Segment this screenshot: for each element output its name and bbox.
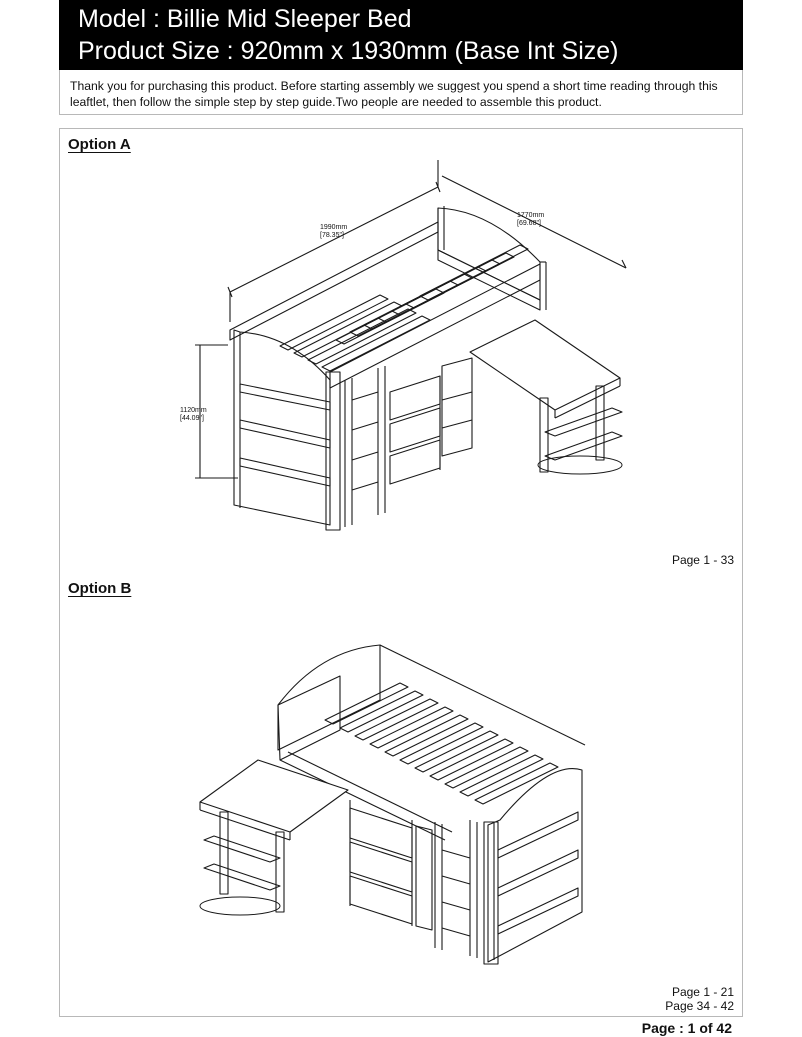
dim-width-in: [69.68"] bbox=[517, 220, 541, 227]
page-number: Page : 1 of 42 bbox=[641, 1020, 732, 1036]
option-a-title: Option A bbox=[68, 136, 131, 153]
dim-height-mm: 1120mm bbox=[180, 407, 207, 414]
option-b-title: Option B bbox=[68, 580, 132, 597]
dim-height-in: [44.09"] bbox=[180, 415, 204, 422]
dim-width-mm: 1770mm bbox=[517, 212, 545, 219]
model-title: Model : Billie Mid Sleeper Bed bbox=[78, 5, 412, 33]
dim-length-in: [78.35"] bbox=[320, 232, 344, 239]
bed-frame-b bbox=[200, 645, 585, 964]
option-a-page-ref: Page 1 - 33 bbox=[671, 553, 734, 567]
slats-b bbox=[325, 683, 558, 804]
option-b-page-ref-2: Page 34 - 42 bbox=[665, 999, 734, 1013]
ladder-b bbox=[435, 820, 477, 958]
product-size-title: Product Size : 920mm x 1930mm (Base Int Size) bbox=[78, 37, 619, 65]
option-b-page-ref-1: Page 1 - 21 bbox=[671, 985, 734, 999]
intro-text: Thank you for purchasing this product. Before starting assembly we suggest you spend a short time reading through this leaftlet, then follow the simple step by step guide.Two people are needed to assemble this product. bbox=[70, 79, 718, 109]
dim-length-mm: 1990mm bbox=[320, 224, 348, 231]
